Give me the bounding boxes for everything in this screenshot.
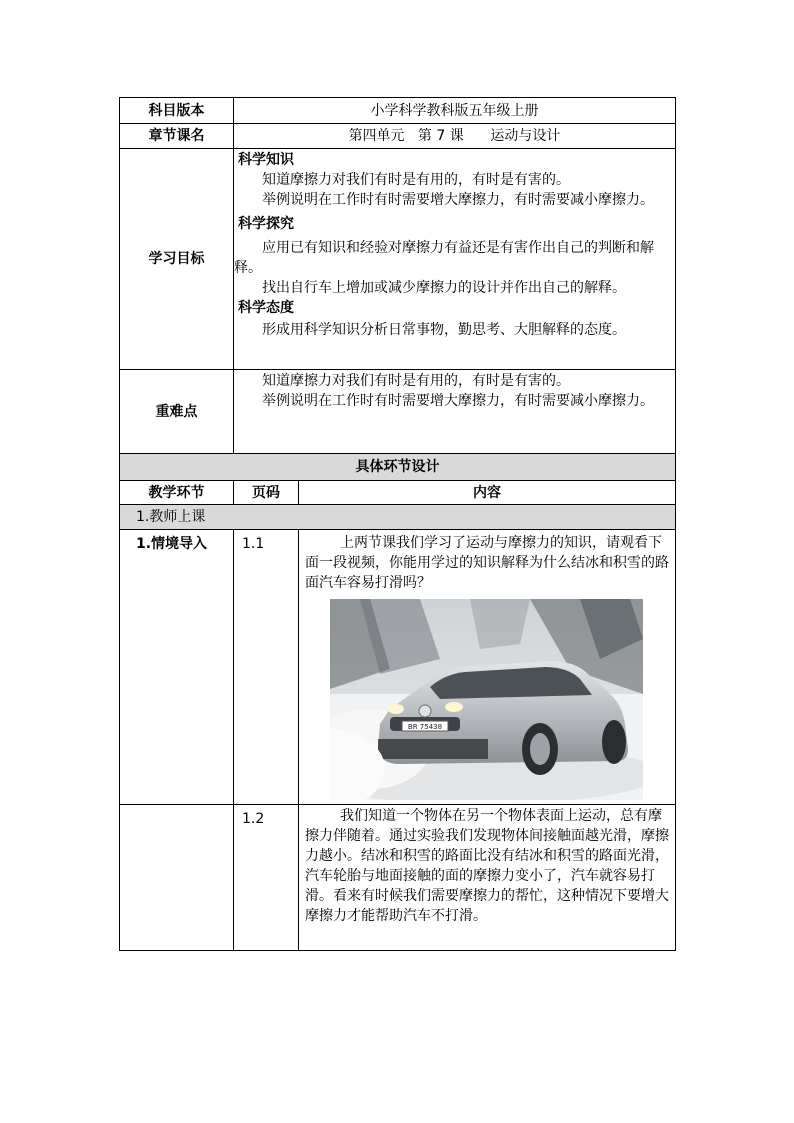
goal-paragraph: 形成用科学知识分析日常事物，勤思考、大胆解释的态度。 — [262, 322, 626, 338]
chapter-value: 第四单元 第 7 课 运动与设计 — [234, 124, 676, 149]
lesson-plan-document — [119, 97, 675, 951]
column-header-content: 内容 — [299, 481, 676, 505]
teacher-section-label: 1.教师上课 — [120, 505, 676, 530]
activity-design-table — [119, 453, 676, 951]
goals-content — [234, 149, 676, 370]
key-points-label: 重难点 — [120, 370, 234, 454]
column-header-page: 页码 — [234, 481, 299, 505]
content-paragraph: 上两节课我们学习了运动与摩擦力的知识，请观看下面一段视频，你能用学过的知识解释为什么结冰和积雪的路面汽车容易打滑吗？ — [305, 535, 669, 591]
design-section-title: 具体环节设计 — [120, 454, 676, 481]
goal-section-title: 科学知识 — [238, 152, 294, 168]
step-content — [299, 530, 676, 805]
step-name-empty — [120, 805, 234, 951]
goal-paragraph: 应用已有知识和经验对摩擦力有益还是有害作出自己的判断和解释。 — [234, 240, 654, 276]
goal-section-title: 科学态度 — [238, 300, 294, 316]
goal-paragraph: 知道摩擦力对我们有时是有用的，有时是有害的。 — [262, 172, 570, 188]
subject-value: 小学科学教科版五年级上册 — [234, 98, 676, 124]
license-plate: BR 75438 — [407, 723, 443, 731]
car-in-snow-image — [330, 599, 643, 800]
key-points-content — [234, 370, 676, 454]
snowy-car-photo — [330, 599, 643, 800]
goal-paragraph: 举例说明在工作时有时需要增大摩擦力，有时需要减小摩擦力。 — [262, 192, 654, 208]
key-paragraph: 举例说明在工作时有时需要增大摩擦力，有时需要减小摩擦力。 — [262, 393, 654, 409]
subject-label: 科目版本 — [120, 98, 234, 124]
content-paragraph: 我们知道一个物体在另一个物体表面上运动，总有摩擦力伴随着。通过实验我们发现物体间接触面越光滑，摩擦力越小。结冰和积雪的路面比没有结冰和积雪的路面光滑，汽车轮胎与地面接触的面的摩擦力变小了，汽车就容易打滑。看来有时候我们需要摩擦力的帮忙，这种情况下要增大摩擦力才能帮助汽车不打滑。 — [305, 808, 669, 924]
column-header-step: 教学环节 — [120, 481, 234, 505]
page-number: 1.1 — [234, 530, 299, 805]
step-content — [299, 805, 676, 951]
key-paragraph: 知道摩擦力对我们有时是有用的，有时是有害的。 — [262, 373, 570, 389]
goals-label: 学习目标 — [120, 149, 234, 370]
page-number: 1.2 — [234, 805, 299, 951]
goal-paragraph: 找出自行车上增加或减少摩擦力的设计并作出自己的解释。 — [262, 280, 626, 296]
step-name: 1.情境导入 — [120, 530, 234, 805]
lesson-info-table — [119, 97, 676, 454]
chapter-label: 章节课名 — [120, 124, 234, 149]
goal-section-title: 科学探究 — [238, 216, 294, 232]
